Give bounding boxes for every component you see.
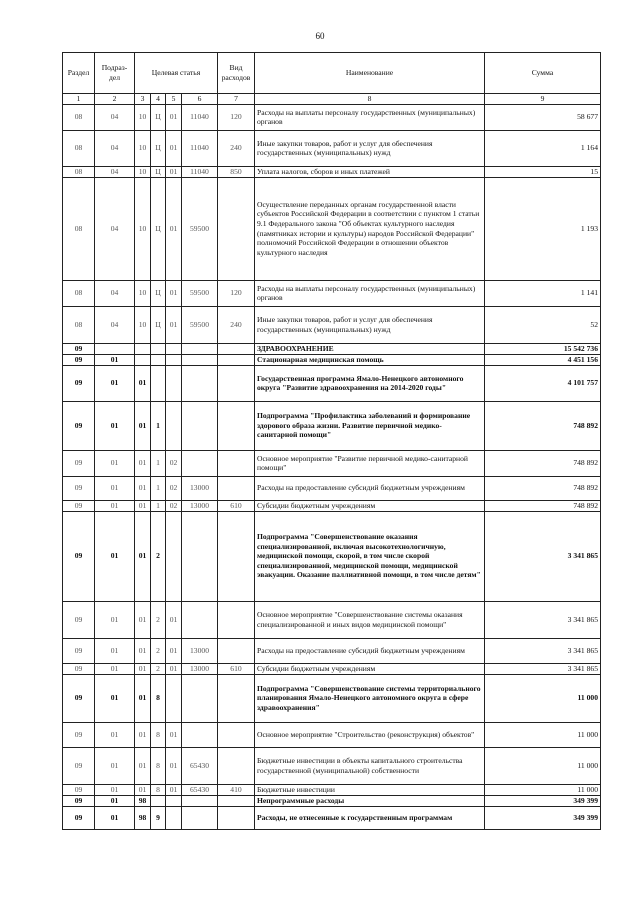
cell-podrazdel: 01 <box>95 747 135 784</box>
cell-subprogram: Ц <box>151 280 166 306</box>
cell-summa: 748 892 <box>485 401 601 450</box>
cell-razdel: 09 <box>63 365 95 401</box>
cell-direction <box>182 401 218 450</box>
cell-program: 01 <box>135 638 151 663</box>
cell-event: 01 <box>166 663 182 674</box>
cell-razdel: 08 <box>63 104 95 130</box>
cell-podrazdel: 04 <box>95 177 135 280</box>
column-number: 9 <box>485 94 601 105</box>
cell-subprogram: 1 <box>151 401 166 450</box>
cell-podrazdel: 01 <box>95 806 135 829</box>
table-row <box>63 722 601 747</box>
cell-podrazdel: 01 <box>95 511 135 601</box>
cell-summa: 349 399 <box>485 806 601 829</box>
cell-vid-rashodov <box>218 476 255 500</box>
page-number: 60 <box>315 31 325 41</box>
cell-summa: 748 892 <box>485 450 601 476</box>
cell-program: 01 <box>135 511 151 601</box>
cell-event <box>166 354 182 365</box>
cell-vid-rashodov <box>218 401 255 450</box>
cell-vid-rashodov <box>218 795 255 806</box>
cell-program: 10 <box>135 104 151 130</box>
cell-event: 01 <box>166 177 182 280</box>
cell-vid-rashodov: 240 <box>218 306 255 343</box>
table-row <box>63 280 601 306</box>
column-number: 2 <box>95 94 135 105</box>
cell-subprogram: Ц <box>151 306 166 343</box>
cell-direction: 13000 <box>182 638 218 663</box>
cell-naimenovanie: Расходы на выплаты персоналу государственных (муниципальных) органов <box>255 280 485 306</box>
cell-naimenovanie: Субсидии бюджетным учреждениям <box>255 500 485 511</box>
table-row <box>63 500 601 511</box>
cell-event: 01 <box>166 104 182 130</box>
cell-naimenovanie: Расходы на выплаты персоналу государственных (муниципальных) органов <box>255 104 485 130</box>
table-row <box>63 306 601 343</box>
table-row <box>63 663 601 674</box>
cell-naimenovanie: Уплата налогов, сборов и иных платежей <box>255 166 485 177</box>
cell-vid-rashodov: 410 <box>218 784 255 795</box>
table-row <box>63 401 601 450</box>
column-number: 5 <box>166 94 182 105</box>
cell-summa: 11 000 <box>485 784 601 795</box>
cell-razdel: 09 <box>63 795 95 806</box>
cell-naimenovanie: Расходы на предоставление субсидий бюджетным учреждениям <box>255 476 485 500</box>
cell-naimenovanie: Государственная программа Ямало-Ненецкого автономного округа "Развитие здравоохранения на 2014-2020 годы" <box>255 365 485 401</box>
cell-podrazdel: 04 <box>95 130 135 166</box>
cell-event: 01 <box>166 638 182 663</box>
cell-direction: 11040 <box>182 104 218 130</box>
cell-podrazdel: 01 <box>95 401 135 450</box>
cell-razdel: 09 <box>63 511 95 601</box>
cell-podrazdel <box>95 343 135 354</box>
cell-program: 01 <box>135 663 151 674</box>
cell-podrazdel: 01 <box>95 663 135 674</box>
cell-summa: 748 892 <box>485 476 601 500</box>
cell-program: 98 <box>135 806 151 829</box>
cell-subprogram: Ц <box>151 130 166 166</box>
budget-table <box>62 52 601 830</box>
header-row <box>63 53 601 94</box>
cell-podrazdel: 01 <box>95 354 135 365</box>
cell-program: 01 <box>135 674 151 722</box>
cell-vid-rashodov <box>218 806 255 829</box>
cell-naimenovanie: Иные закупки товаров, работ и услуг для обеспечения государственных (муниципальных) нужд <box>255 306 485 343</box>
cell-direction <box>182 795 218 806</box>
cell-podrazdel: 01 <box>95 450 135 476</box>
cell-podrazdel: 01 <box>95 795 135 806</box>
cell-event <box>166 511 182 601</box>
cell-naimenovanie: Расходы на предоставление субсидий бюджетным учреждениям <box>255 638 485 663</box>
cell-razdel: 09 <box>63 354 95 365</box>
cell-program: 01 <box>135 784 151 795</box>
cell-program: 10 <box>135 306 151 343</box>
cell-vid-rashodov <box>218 343 255 354</box>
header-podrazdel: Подраз-дел <box>95 53 135 94</box>
cell-podrazdel: 01 <box>95 722 135 747</box>
header-celevaya-statya: Целевая статья <box>135 53 218 94</box>
cell-event: 01 <box>166 601 182 638</box>
cell-summa: 15 542 736 <box>485 343 601 354</box>
cell-event: 02 <box>166 450 182 476</box>
cell-subprogram: 8 <box>151 747 166 784</box>
cell-summa: 3 341 865 <box>485 511 601 601</box>
cell-podrazdel: 01 <box>95 674 135 722</box>
table-row <box>63 476 601 500</box>
cell-program: 10 <box>135 130 151 166</box>
cell-direction <box>182 354 218 365</box>
cell-direction <box>182 601 218 638</box>
header-summa: Сумма <box>485 53 601 94</box>
cell-direction: 59500 <box>182 280 218 306</box>
column-number: 3 <box>135 94 151 105</box>
table-row <box>63 104 601 130</box>
cell-vid-rashodov <box>218 177 255 280</box>
cell-summa: 52 <box>485 306 601 343</box>
table-row <box>63 784 601 795</box>
cell-podrazdel: 01 <box>95 601 135 638</box>
cell-naimenovanie: Иные закупки товаров, работ и услуг для обеспечения государственных (муниципальных) нужд <box>255 130 485 166</box>
table-row <box>63 177 601 280</box>
cell-naimenovanie: Подпрограмма "Профилактика заболеваний и формирование здорового образа жизни. Развитие первичной медико-санитарной помощи" <box>255 401 485 450</box>
cell-naimenovanie: Бюджетные инвестиции <box>255 784 485 795</box>
cell-naimenovanie: ЗДРАВООХРАНЕНИЕ <box>255 343 485 354</box>
cell-program: 10 <box>135 166 151 177</box>
cell-naimenovanie: Стационарная медицинская помощь <box>255 354 485 365</box>
cell-razdel: 09 <box>63 343 95 354</box>
cell-program: 01 <box>135 747 151 784</box>
cell-razdel: 08 <box>63 280 95 306</box>
cell-razdel: 09 <box>63 674 95 722</box>
cell-event: 01 <box>166 280 182 306</box>
cell-event: 02 <box>166 500 182 511</box>
cell-razdel: 08 <box>63 177 95 280</box>
cell-naimenovanie: Субсидии бюджетным учреждениям <box>255 663 485 674</box>
cell-razdel: 09 <box>63 476 95 500</box>
cell-naimenovanie: Непрограммные расходы <box>255 795 485 806</box>
cell-subprogram <box>151 795 166 806</box>
column-number: 1 <box>63 94 95 105</box>
cell-vid-rashodov <box>218 450 255 476</box>
cell-subprogram: Ц <box>151 104 166 130</box>
cell-razdel: 08 <box>63 130 95 166</box>
cell-event: 01 <box>166 306 182 343</box>
column-number: 7 <box>218 94 255 105</box>
cell-direction: 13000 <box>182 500 218 511</box>
cell-vid-rashodov <box>218 722 255 747</box>
cell-direction: 65430 <box>182 747 218 784</box>
cell-direction <box>182 722 218 747</box>
cell-event: 02 <box>166 476 182 500</box>
cell-subprogram: 1 <box>151 450 166 476</box>
table-row <box>63 511 601 601</box>
cell-vid-rashodov <box>218 674 255 722</box>
cell-program: 01 <box>135 365 151 401</box>
cell-razdel: 08 <box>63 166 95 177</box>
table-row <box>63 638 601 663</box>
cell-summa: 3 341 865 <box>485 601 601 638</box>
cell-razdel: 09 <box>63 401 95 450</box>
cell-event: 01 <box>166 747 182 784</box>
cell-podrazdel: 01 <box>95 476 135 500</box>
cell-podrazdel: 04 <box>95 280 135 306</box>
cell-naimenovanie: Расходы, не отнесенные к государственным программам <box>255 806 485 829</box>
header-razdel: Раздел <box>63 53 95 94</box>
cell-vid-rashodov <box>218 747 255 784</box>
table-row <box>63 674 601 722</box>
cell-program <box>135 343 151 354</box>
cell-naimenovanie: Осуществление переданных органам государственной власти субъектов Российской Федерации в соответствии с пунктом 1 статьи 9.1 Федерального закона "Об объектах культурного наследия (памятниках истории и культуры) народов Российской Федерации" полномочий Российской Федерации в отношении объектов культурного наследия <box>255 177 485 280</box>
header-naimenovanie: Наименование <box>255 53 485 94</box>
column-number-row <box>63 94 601 105</box>
cell-direction <box>182 674 218 722</box>
cell-program: 01 <box>135 401 151 450</box>
cell-podrazdel: 01 <box>95 784 135 795</box>
cell-podrazdel: 04 <box>95 306 135 343</box>
cell-summa: 748 892 <box>485 500 601 511</box>
cell-subprogram: 8 <box>151 674 166 722</box>
cell-vid-rashodov <box>218 354 255 365</box>
cell-program: 01 <box>135 601 151 638</box>
cell-summa: 58 677 <box>485 104 601 130</box>
cell-naimenovanie: Основное мероприятие "Строительство (реконструкция) объектов" <box>255 722 485 747</box>
table-row <box>63 450 601 476</box>
cell-program: 98 <box>135 795 151 806</box>
cell-direction <box>182 450 218 476</box>
cell-subprogram: 1 <box>151 500 166 511</box>
cell-program: 01 <box>135 476 151 500</box>
table-row <box>63 747 601 784</box>
cell-vid-rashodov: 240 <box>218 130 255 166</box>
cell-subprogram <box>151 343 166 354</box>
cell-direction: 59500 <box>182 177 218 280</box>
cell-summa: 11 000 <box>485 722 601 747</box>
cell-razdel: 09 <box>63 450 95 476</box>
cell-subprogram: 1 <box>151 476 166 500</box>
cell-summa: 3 341 865 <box>485 663 601 674</box>
cell-direction <box>182 806 218 829</box>
cell-subprogram: 9 <box>151 806 166 829</box>
table-row <box>63 601 601 638</box>
cell-subprogram: 2 <box>151 601 166 638</box>
cell-vid-rashodov <box>218 638 255 663</box>
cell-podrazdel: 01 <box>95 500 135 511</box>
cell-razdel: 09 <box>63 722 95 747</box>
cell-vid-rashodov <box>218 365 255 401</box>
cell-program <box>135 354 151 365</box>
cell-program: 01 <box>135 500 151 511</box>
cell-razdel: 09 <box>63 663 95 674</box>
column-number: 4 <box>151 94 166 105</box>
cell-subprogram <box>151 365 166 401</box>
cell-summa: 4 451 156 <box>485 354 601 365</box>
cell-podrazdel: 01 <box>95 365 135 401</box>
table-row <box>63 354 601 365</box>
cell-subprogram: Ц <box>151 166 166 177</box>
cell-summa: 3 341 865 <box>485 638 601 663</box>
cell-event: 01 <box>166 130 182 166</box>
cell-summa: 1 141 <box>485 280 601 306</box>
cell-vid-rashodov <box>218 601 255 638</box>
table-row <box>63 806 601 829</box>
cell-summa: 11 000 <box>485 747 601 784</box>
column-number: 8 <box>255 94 485 105</box>
cell-direction <box>182 365 218 401</box>
cell-direction: 59500 <box>182 306 218 343</box>
cell-subprogram: 8 <box>151 784 166 795</box>
cell-summa: 11 000 <box>485 674 601 722</box>
cell-vid-rashodov: 610 <box>218 500 255 511</box>
cell-razdel: 08 <box>63 306 95 343</box>
cell-summa: 1 164 <box>485 130 601 166</box>
cell-subprogram: 8 <box>151 722 166 747</box>
cell-direction <box>182 511 218 601</box>
cell-razdel: 09 <box>63 638 95 663</box>
cell-event: 01 <box>166 784 182 795</box>
table-row <box>63 130 601 166</box>
cell-podrazdel: 01 <box>95 638 135 663</box>
cell-direction: 13000 <box>182 663 218 674</box>
cell-razdel: 09 <box>63 806 95 829</box>
cell-vid-rashodov: 120 <box>218 104 255 130</box>
cell-event <box>166 401 182 450</box>
cell-razdel: 09 <box>63 784 95 795</box>
cell-program: 10 <box>135 280 151 306</box>
cell-program: 10 <box>135 177 151 280</box>
cell-razdel: 09 <box>63 747 95 784</box>
cell-podrazdel: 04 <box>95 104 135 130</box>
cell-subprogram: 2 <box>151 638 166 663</box>
cell-subprogram: 2 <box>151 663 166 674</box>
cell-subprogram <box>151 354 166 365</box>
cell-event <box>166 674 182 722</box>
cell-event <box>166 343 182 354</box>
cell-subprogram: Ц <box>151 177 166 280</box>
cell-program: 01 <box>135 722 151 747</box>
table-row <box>63 795 601 806</box>
cell-naimenovanie: Подпрограмма "Совершенствование оказания специализированной, включая высокотехнологичную, медицинской помощи, скорой, в том числе скорой специализированной, медицинской помощи, медицинской эвакуации. Оказание паллиативной помощи, в том числе детям" <box>255 511 485 601</box>
cell-summa: 4 101 757 <box>485 365 601 401</box>
cell-podrazdel: 04 <box>95 166 135 177</box>
cell-event <box>166 795 182 806</box>
cell-event <box>166 806 182 829</box>
cell-direction: 11040 <box>182 130 218 166</box>
cell-summa: 1 193 <box>485 177 601 280</box>
cell-program: 01 <box>135 450 151 476</box>
table-row <box>63 166 601 177</box>
cell-naimenovanie: Подпрограмма "Совершенствование системы территориального планирования Ямало-Ненецкого автономного округа в сфере здравоохранения" <box>255 674 485 722</box>
cell-naimenovanie: Основное мероприятие "Развитие первичной медико-санитарной помощи" <box>255 450 485 476</box>
cell-vid-rashodov: 850 <box>218 166 255 177</box>
cell-direction: 65430 <box>182 784 218 795</box>
cell-naimenovanie: Бюджетные инвестиции в объекты капитального строительства государственной (муниципальной) собственности <box>255 747 485 784</box>
cell-direction: 11040 <box>182 166 218 177</box>
table-row <box>63 365 601 401</box>
table-row <box>63 343 601 354</box>
cell-event <box>166 365 182 401</box>
cell-summa: 15 <box>485 166 601 177</box>
cell-subprogram: 2 <box>151 511 166 601</box>
cell-razdel: 09 <box>63 500 95 511</box>
table-body <box>63 104 601 829</box>
header-vid-rashodov: Вид расходов <box>218 53 255 94</box>
cell-event: 01 <box>166 166 182 177</box>
cell-direction: 13000 <box>182 476 218 500</box>
cell-event: 01 <box>166 722 182 747</box>
cell-summa: 349 399 <box>485 795 601 806</box>
cell-razdel: 09 <box>63 601 95 638</box>
cell-naimenovanie: Основное мероприятие "Совершенствование системы оказания специализированной и иных видов медицинской помощи" <box>255 601 485 638</box>
cell-vid-rashodov: 610 <box>218 663 255 674</box>
cell-vid-rashodov: 120 <box>218 280 255 306</box>
cell-vid-rashodov <box>218 511 255 601</box>
column-number: 6 <box>182 94 218 105</box>
cell-direction <box>182 343 218 354</box>
